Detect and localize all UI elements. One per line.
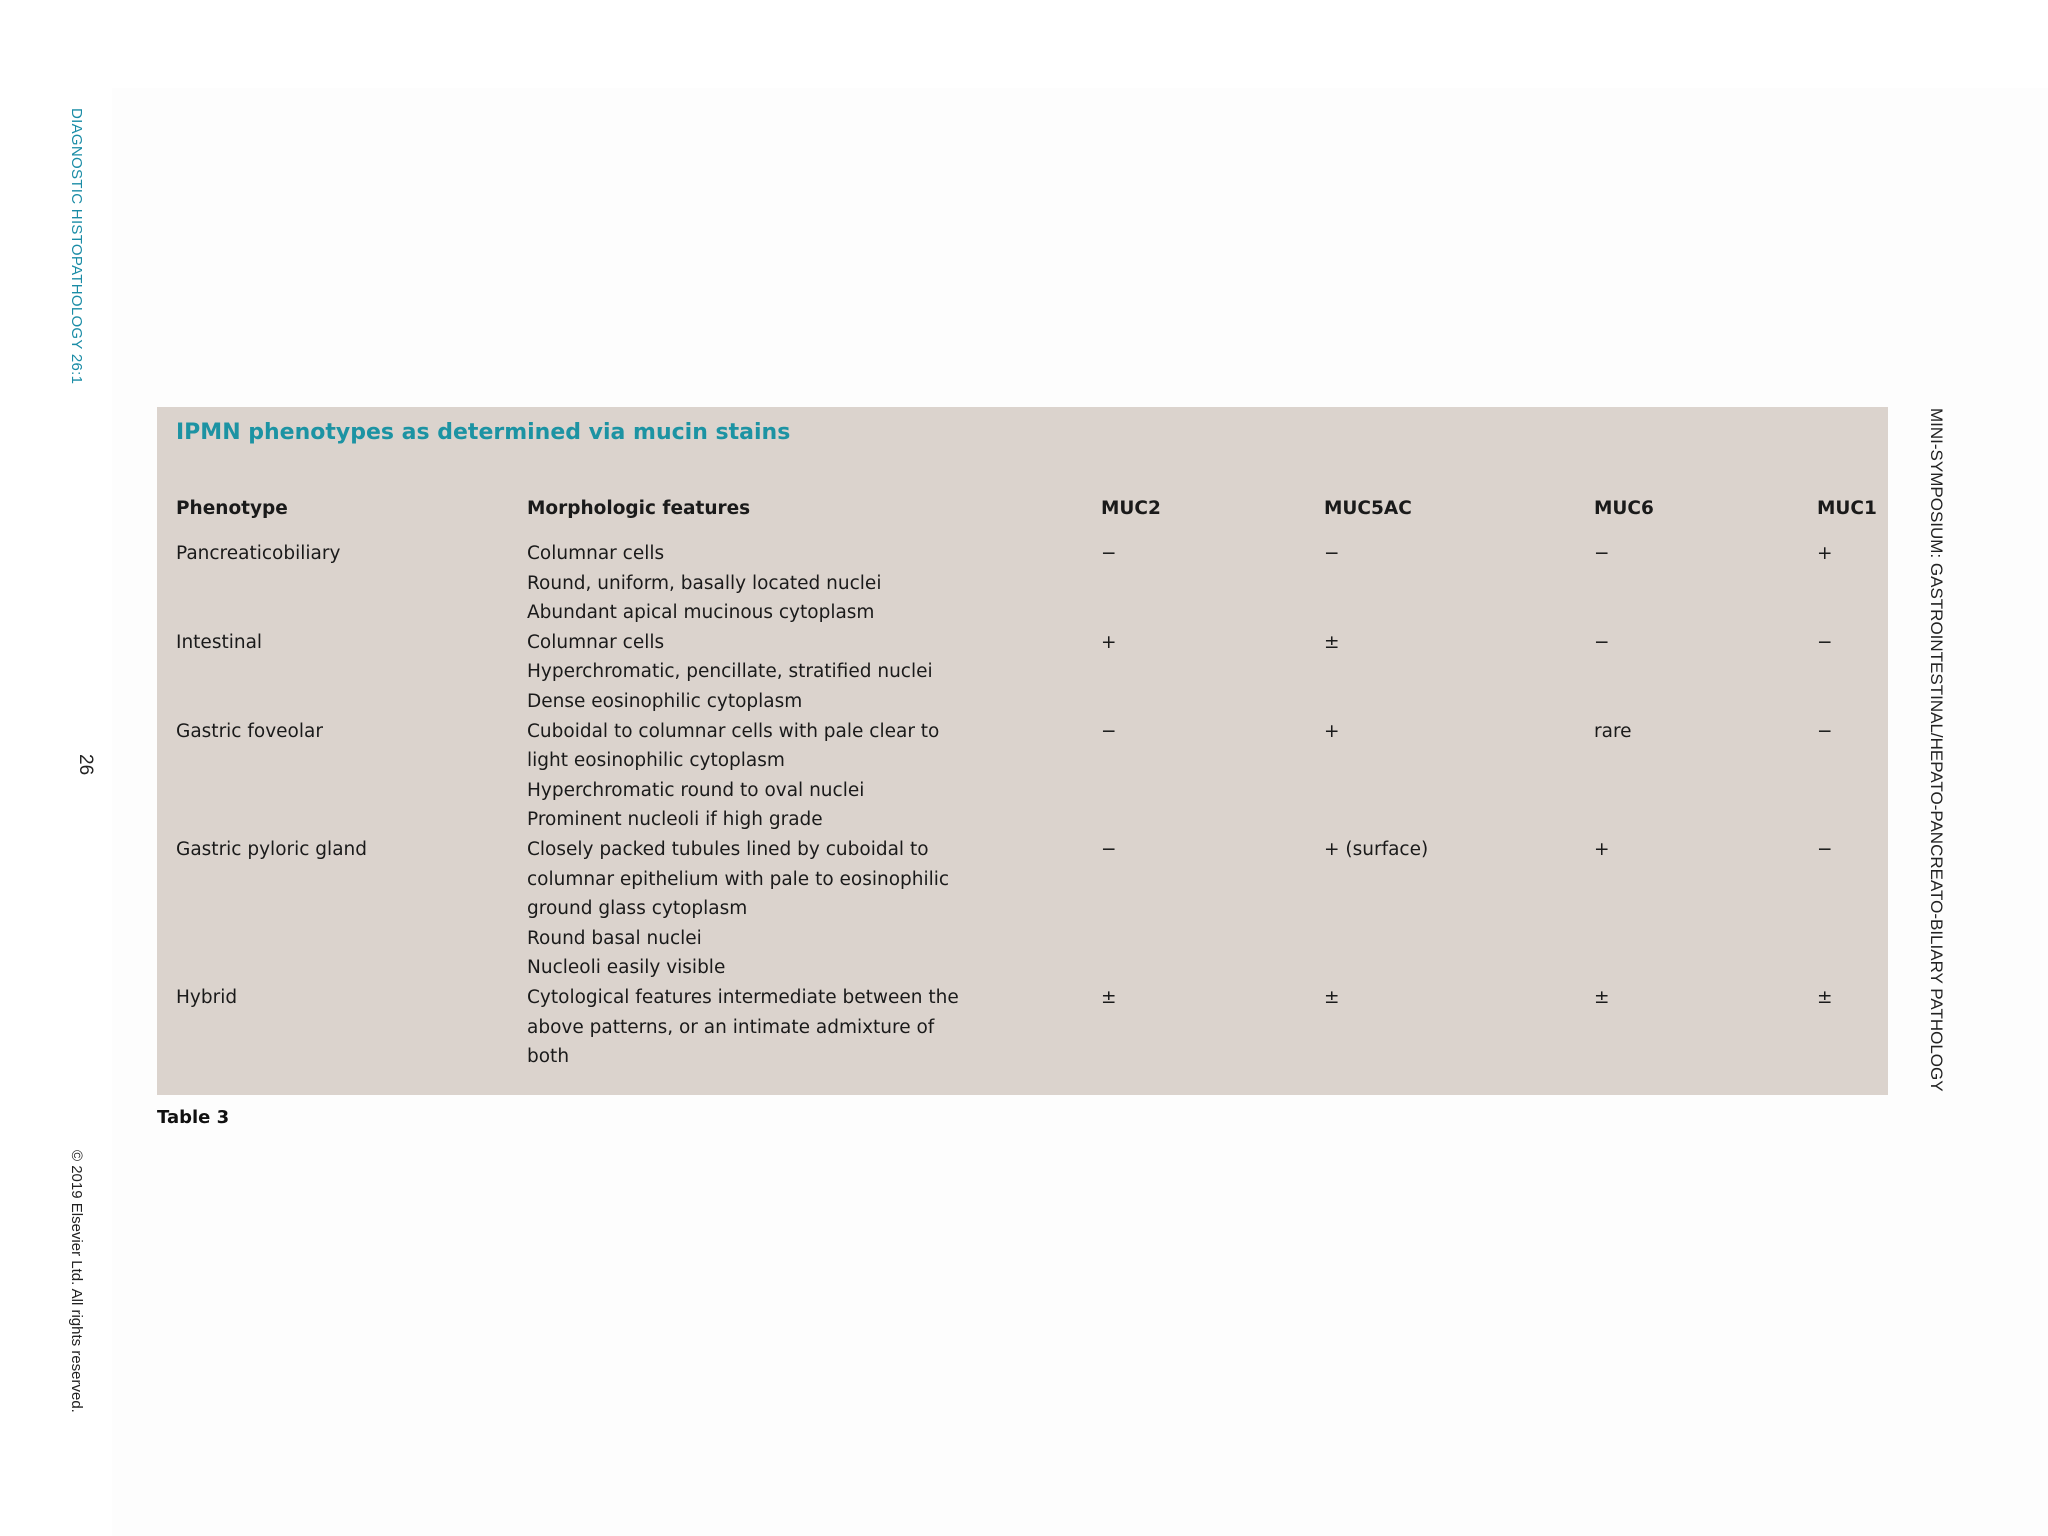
muc5ac-cell: ± <box>1324 986 1340 1008</box>
muc5ac-cell: + <box>1324 720 1340 742</box>
muc1-cell: ± <box>1817 986 1833 1008</box>
muc5ac-cell: − <box>1324 543 1340 564</box>
feature-line: Hyperchromatic round to oval nuclei <box>527 779 865 801</box>
table-header-row <box>176 497 1887 539</box>
muc6-cell: + <box>1594 838 1610 860</box>
header-morphology: Morphologic features <box>527 498 751 519</box>
feature-line: Nucleoli easily visible <box>527 957 726 979</box>
mucin-phenotype-table <box>176 497 1887 1072</box>
muc6-cell: rare <box>1594 720 1632 742</box>
muc5ac-cell: ± <box>1324 631 1340 653</box>
phenotype-cell: Gastric foveolar <box>176 720 323 742</box>
running-head: MINI-SYMPOSIUM: GASTROINTESTINAL/HEPATO-PANCREATO-BILIARY PATHOLOGY <box>1927 408 1946 1092</box>
feature-line: Round, uniform, basally located nuclei <box>527 572 882 594</box>
features-cell <box>527 717 1101 835</box>
muc2-cell: − <box>1101 543 1117 564</box>
feature-line: Prominent nucleoli if high grade <box>527 809 823 831</box>
feature-line: Abundant apical mucinous cytoplasm <box>527 602 875 624</box>
header-muc2: MUC2 <box>1101 498 1161 519</box>
feature-line: Hyperchromatic, pencillate, stratified nuclei <box>527 661 933 683</box>
feature-line: columnar epithelium with pale to eosinophilic <box>527 868 950 890</box>
muc2-cell: + <box>1101 631 1117 653</box>
feature-line: light eosinophilic cytoplasm <box>527 750 785 772</box>
copyright-notice: © 2019 Elsevier Ltd. All rights reserved. <box>68 1150 85 1413</box>
muc6-cell: − <box>1594 543 1610 564</box>
mucin-table-panel <box>157 407 1888 1095</box>
muc1-cell: − <box>1817 631 1833 653</box>
features-cell <box>527 539 1101 628</box>
feature-line: Cytological features intermediate between the <box>527 986 959 1008</box>
table-row <box>176 628 1887 717</box>
muc5ac-cell: + (surface) <box>1324 838 1429 860</box>
header-muc5ac: MUC5AC <box>1324 498 1412 519</box>
muc1-cell: − <box>1817 720 1833 742</box>
phenotype-cell: Intestinal <box>176 631 263 653</box>
feature-line: ground glass cytoplasm <box>527 898 748 920</box>
features-cell <box>527 983 1101 1072</box>
page-number: 26 <box>75 754 96 776</box>
phenotype-cell: Gastric pyloric gland <box>176 838 367 860</box>
feature-line: Closely packed tubules lined by cuboidal to <box>527 838 929 860</box>
muc6-cell: − <box>1594 631 1610 653</box>
muc6-cell: ± <box>1594 986 1610 1008</box>
feature-line: Dense eosinophilic cytoplasm <box>527 690 803 712</box>
features-cell <box>527 628 1101 717</box>
header-muc1: MUC1 <box>1817 498 1877 519</box>
muc2-cell: − <box>1101 838 1117 860</box>
feature-line: Columnar cells <box>527 631 665 653</box>
table-caption: Table 3 <box>157 1107 230 1128</box>
feature-line: both <box>527 1046 570 1068</box>
muc2-cell: − <box>1101 720 1117 742</box>
table-row <box>176 983 1887 1072</box>
muc1-cell: + <box>1817 543 1833 564</box>
table-row <box>176 717 1887 835</box>
header-muc6: MUC6 <box>1594 498 1654 519</box>
feature-line: above patterns, or an intimate admixture of <box>527 1016 935 1038</box>
feature-line: Round basal nuclei <box>527 927 702 949</box>
table-row <box>176 539 1887 628</box>
journal-name: DIAGNOSTIC HISTOPATHOLOGY 26:1 <box>68 108 85 385</box>
feature-line: Cuboidal to columnar cells with pale clear to <box>527 720 940 742</box>
phenotype-cell: Pancreaticobiliary <box>176 543 341 564</box>
feature-line: Columnar cells <box>527 543 665 564</box>
muc1-cell: − <box>1817 838 1833 860</box>
phenotype-cell: Hybrid <box>176 986 238 1008</box>
table-title: IPMN phenotypes as determined via mucin stains <box>176 420 791 445</box>
header-phenotype: Phenotype <box>176 498 288 519</box>
features-cell <box>527 835 1101 983</box>
table-row <box>176 835 1887 983</box>
muc2-cell: ± <box>1101 986 1117 1008</box>
